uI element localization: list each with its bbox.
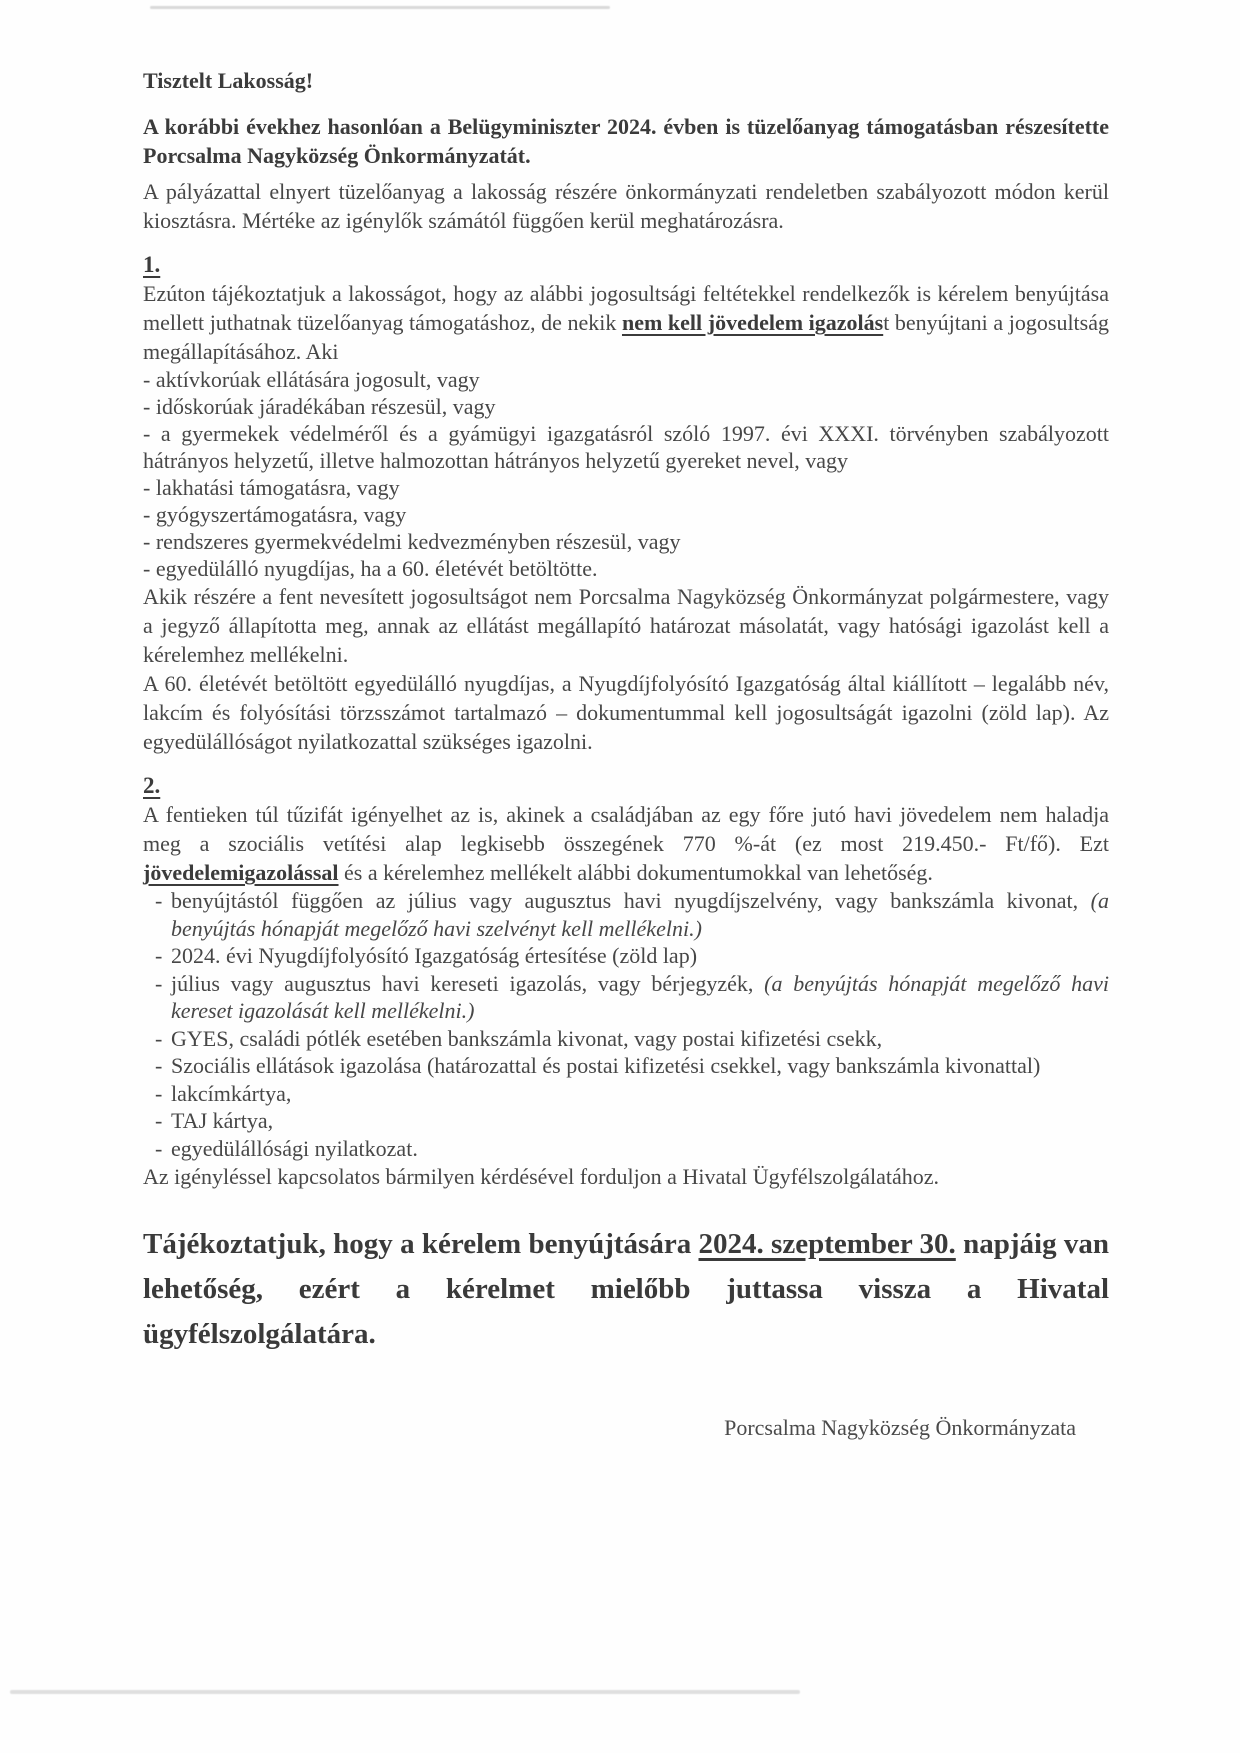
document-item-text (171, 1052, 1109, 1080)
section2-lead-emphasis: jövedelemigazolással (143, 860, 339, 885)
eligibility-item: - gyógyszertámogatásra, vagy (143, 502, 407, 527)
document-item-main: 2024. évi Nyugdíjfolyósító Igazgatóság értesítése (zöld lap) (171, 943, 698, 968)
closing-paragraph (143, 1222, 1109, 1357)
document-item-main: egyedülállósági nyilatkozat. (171, 1135, 418, 1161)
list-dash-marker: - (155, 1135, 163, 1161)
document-item (143, 887, 1109, 942)
scan-artifact-top (150, 6, 610, 9)
document-item-main: lakcímkártya, (171, 1080, 292, 1106)
document-item-text (171, 1135, 1109, 1163)
section2-lead-paragraph (143, 800, 1109, 887)
list-dash-marker: - (155, 1053, 163, 1078)
document-item-main: Szociális ellátások igazolása (határozattal és postai kifizetési csekkel, vagy bankszámla kivonattal) (171, 1053, 1041, 1078)
list-dash-marker: - (155, 943, 163, 968)
document-item (143, 1135, 1109, 1163)
scan-artifact-bottom (10, 1690, 800, 1694)
closing-deadline: 2024. szeptember 30. (698, 1228, 956, 1260)
eligibility-item: - lakhatási támogatásra, vagy (143, 475, 400, 500)
section1-authority-paragraph: Akik részére a fent nevesített jogosultságot nem Porcsalma Nagyközség Önkormányzat polgármestere, vagy a jegyző állapította meg, annak az ellátást megállapító határozat másolatát, vagy hatósági igazolást kell a kérelemhez mellékelni. (143, 584, 1109, 667)
document-item (143, 970, 1109, 1025)
document-item-main: TAJ kártya, (171, 1108, 274, 1133)
closing-text: Tájékoztatjuk, hogy a kérelem benyújtására (143, 1228, 699, 1260)
eligibility-item: - a gyermekek védelméről és a gyámügyi igazgatásról szóló 1997. évi XXXI. törvényben szabályozott hátrányos helyzetű, illetve halmozottan hátrányos helyzetű gyereket nevel, vagy (143, 421, 1109, 473)
salutation: Tisztelt Lakosság! (143, 68, 314, 93)
document-item-text (171, 970, 1109, 1025)
section1-lead-emphasis: nem kell jövedelem igazolás (621, 310, 884, 335)
eligibility-item: - időskorúak járadékában részesül, vagy (143, 394, 496, 419)
document-item-text (171, 1080, 1109, 1108)
section2-lead-tail: és a kérelemhez mellékelt alábbi dokumentumokkal van lehetőség. (338, 860, 933, 885)
document-item (143, 1080, 1109, 1108)
document-item-note: (a benyújtás hónapját megelőző havi kereset igazolását kell mellékelni.) (171, 970, 1109, 1023)
contact-note: Az igényléssel kapcsolatos bármilyen kérdésével forduljon a Hivatal Ügyfélszolgálatához. (143, 1164, 940, 1189)
list-dash-marker: - (155, 1025, 163, 1051)
document-item-main: benyújtástól függően az július vagy augusztus havi nyugdíjszelvény, vagy bankszámla kivonat, (171, 888, 1091, 913)
document-item-text (171, 1025, 1109, 1053)
document-item-main: július vagy augusztus havi kereseti igazolás, vagy bérjegyzék, (171, 970, 765, 996)
section1-number: 1. (143, 252, 161, 277)
list-dash-marker: - (155, 888, 163, 913)
section2-number: 2. (143, 773, 161, 798)
eligibility-item: - egyedülálló nyugdíjas, ha a 60. életévét betöltötte. (143, 556, 598, 581)
section1-lead-text: Ezúton tájékoztatjuk a lakosságot, hogy az alábbi jogosultsági feltétekkel rendelkezők is kérelem benyújtása mellett juthatnak tüzelőanyag támogatáshoz, de nekik (143, 281, 1109, 335)
eligibility-item: - aktívkorúak ellátására jogosult, vagy (143, 367, 480, 392)
document-item (143, 942, 1109, 970)
list-dash-marker: - (155, 970, 163, 996)
closing-tail: napjáig van lehetőség, ezért a kérelmet mielőbb juttassa vissza a Hivatal ügyfélszolgálatára. (143, 1228, 1109, 1350)
document-item (143, 1107, 1109, 1135)
document-item-main: GYES, családi pótlék esetében bankszámla kivonat, vagy postai kifizetési csekk, (171, 1025, 883, 1051)
eligibility-item: - rendszeres gyermekvédelmi kedvezményben részesül, vagy (143, 529, 681, 554)
document-item-text (171, 942, 1109, 970)
intro-paragraph: A pályázattal elnyert tüzelőanyag a lakosság részére önkormányzati rendeletben szabályozott módon kerül kiosztásra. Mértéke az igénylők számától függően kerül meghatározásra. (143, 179, 1109, 233)
section1-lead-tail: t benyújtani a jogosultság megállapításához. Aki (143, 310, 1109, 364)
document-item-note: (a benyújtás hónapját megelőző havi szelvényt kell mellékelni.) (171, 888, 1109, 941)
document-item-text (171, 887, 1109, 942)
document-item (143, 1052, 1109, 1080)
list-dash-marker: - (155, 1108, 163, 1133)
section1-lead-paragraph (143, 279, 1109, 366)
document-content (143, 66, 1109, 1442)
document-item (143, 1025, 1109, 1053)
signature: Porcsalma Nagyközség Önkormányzata (724, 1415, 1076, 1440)
section1-pensioner-paragraph: A 60. életévét betöltött egyedülálló nyugdíjas, a Nyugdíjfolyósító Igazgatóság által kiállított – legalább név, lakcím és folyósítási törzsszámot tartalmazó – dokumentummal kell jogosultságát igazolni (zöld lap). Az egyedülállóságot nyilatkozattal szükséges igazolni. (143, 671, 1109, 754)
section2-lead-text: A fentieken túl tűzifát igényelhet az is, akinek a családjában az egy főre jutó havi jövedelem nem haladja meg a szociális vetítési alap legkisebb összegének 770 %-át (ez most 219.450.- Ft/fő). Ezt (143, 802, 1109, 856)
document-item-text (171, 1107, 1109, 1135)
intro-bold-paragraph: A korábbi évekhez hasonlóan a Belügyminiszter 2024. évben is tüzelőanyag támogatásban részesítette Porcsalma Nagyközség Önkormányzatát. (143, 114, 1109, 168)
list-dash-marker: - (155, 1080, 163, 1106)
